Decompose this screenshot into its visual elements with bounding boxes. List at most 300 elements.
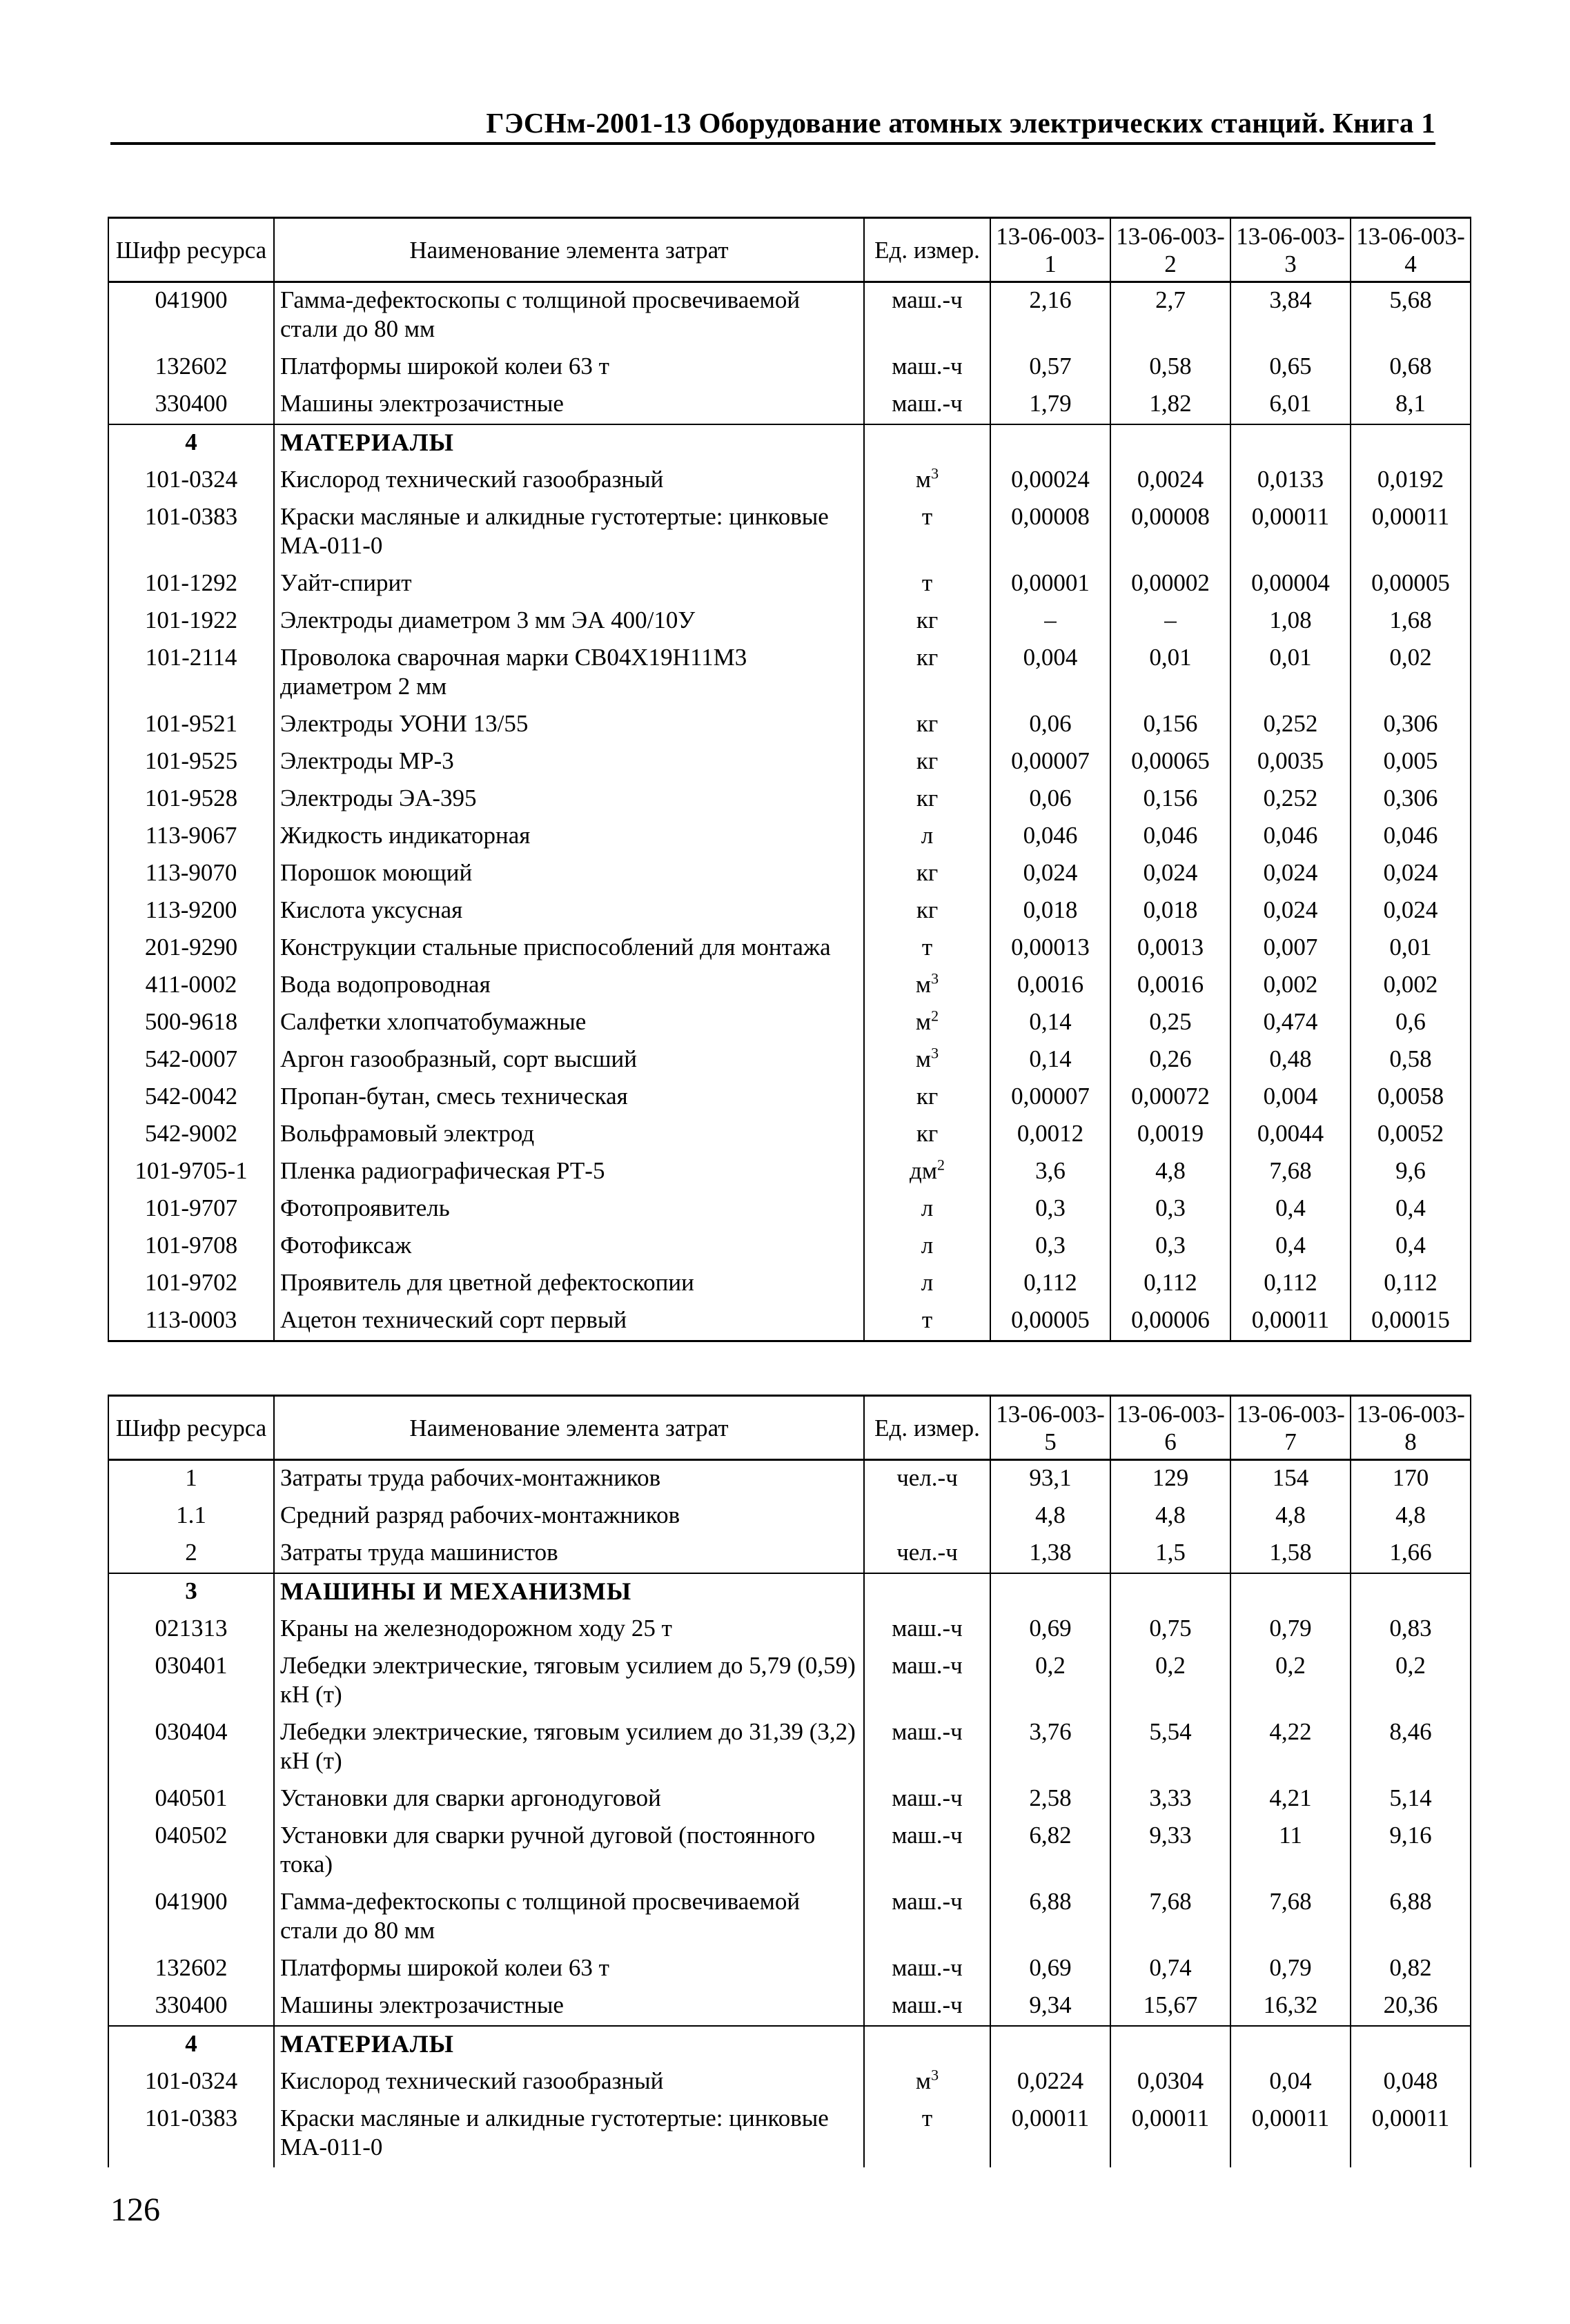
table-body-2 <box>108 1460 1471 2168</box>
cell-v4 <box>1351 1079 1471 1116</box>
cell-v1-text: 0,0012 <box>1017 1120 1084 1147</box>
cell-v2-text: 2,7 <box>1155 286 1186 313</box>
cell-v4-text: 0,00005 <box>1371 569 1450 596</box>
cell-name <box>274 893 864 930</box>
cell-unit <box>864 462 990 500</box>
cell-unit <box>864 1116 990 1154</box>
cell-v4 <box>1351 500 1471 566</box>
cell-unit-text: кг <box>916 1083 939 1110</box>
cell-name <box>274 1005 864 1042</box>
cell-name <box>274 707 864 744</box>
cell-v4 <box>1351 967 1471 1005</box>
cell-v1 <box>990 1988 1110 2026</box>
cell-v3-text: 0,00011 <box>1251 503 1330 530</box>
cell-name <box>274 603 864 640</box>
cell-code-text: 101-0383 <box>144 2105 238 2131</box>
cell-v4 <box>1351 1498 1471 1535</box>
cell-name-text: Салфетки хлопчатобумажные <box>280 1008 587 1035</box>
cell-v2 <box>1110 603 1230 640</box>
cell-name-text: Лебедки электрические, тяговым усилием до 5,79 (0,59) кН (т) <box>280 1652 856 1708</box>
cell-code-text: 4 <box>185 429 197 455</box>
cell-v2 <box>1110 349 1230 386</box>
cell-v2 <box>1110 1818 1230 1884</box>
cell-code-text: 101-1292 <box>144 569 238 596</box>
cell-v2-text: 0,75 <box>1149 1615 1192 1642</box>
unit-exponent: 3 <box>931 1044 939 1062</box>
cell-v2-text: 0,0016 <box>1137 971 1204 998</box>
cell-v4 <box>1351 818 1471 856</box>
cell-name-text: Затраты труда машинистов <box>280 1539 558 1566</box>
cell-v3 <box>1230 930 1351 967</box>
cell-v4-text: 0,4 <box>1395 1194 1426 1221</box>
cell-v1 <box>990 282 1110 350</box>
cell-unit-text: кг <box>916 1120 939 1147</box>
cell-v3-text: 0,00011 <box>1251 1306 1330 1333</box>
cell-name-text: Пропан-бутан, смесь техническая <box>280 1083 628 1110</box>
cell-unit <box>864 1648 990 1715</box>
cell-v4 <box>1351 1042 1471 1079</box>
table-row <box>108 1781 1471 1818</box>
cell-v2-text: – <box>1164 607 1177 633</box>
cell-v2 <box>1110 424 1230 462</box>
table-row <box>108 930 1471 967</box>
cell-name <box>274 818 864 856</box>
cell-unit <box>864 386 990 424</box>
cell-name <box>274 1535 864 1573</box>
cell-name <box>274 566 864 603</box>
cell-v2 <box>1110 1228 1230 1266</box>
cell-v1-text: 0,00008 <box>1011 503 1090 530</box>
cell-code-text: 113-9070 <box>145 859 237 886</box>
cell-v2-text: 0,156 <box>1143 710 1198 737</box>
cell-v3-text: 4,22 <box>1269 1718 1312 1745</box>
cell-v4 <box>1351 856 1471 893</box>
cell-v2 <box>1110 744 1230 781</box>
cell-v3 <box>1230 424 1351 462</box>
cell-v2 <box>1110 2026 1230 2064</box>
cell-v2-text: 0,046 <box>1143 822 1198 849</box>
cell-v2 <box>1110 282 1230 350</box>
table-header-row <box>108 218 1471 282</box>
cell-v4 <box>1351 603 1471 640</box>
cell-v3 <box>1230 1535 1351 1573</box>
table-row <box>108 603 1471 640</box>
cell-name-text: МАТЕРИАЛЫ <box>280 2030 454 2058</box>
cell-name <box>274 930 864 967</box>
cell-unit <box>864 781 990 818</box>
cell-name-text: Гамма-дефектоскопы с толщиной просвечиваемой стали до 80 мм <box>280 1888 801 1944</box>
cell-code-text: 2 <box>185 1539 197 1566</box>
cell-v1-text: 9,34 <box>1029 1991 1072 2018</box>
cell-v1 <box>990 1191 1110 1228</box>
cell-v2-text: 5,54 <box>1149 1718 1192 1745</box>
cell-v2 <box>1110 1079 1230 1116</box>
cell-name <box>274 2101 864 2167</box>
cell-name-text: МАТЕРИАЛЫ <box>280 429 454 456</box>
cell-v3-text: 0,00004 <box>1251 569 1330 596</box>
table-row <box>108 500 1471 566</box>
cell-v4-text: 0,0192 <box>1377 466 1444 493</box>
cell-v4-text: 9,6 <box>1395 1157 1426 1184</box>
table-row <box>108 1042 1471 1079</box>
cell-v2 <box>1110 1781 1230 1818</box>
cell-v4-text: 20,36 <box>1383 1991 1438 2018</box>
table-row <box>108 1611 1471 1648</box>
cell-unit-text: маш.-ч <box>892 1822 963 1849</box>
cell-v2 <box>1110 893 1230 930</box>
cell-code <box>108 500 274 566</box>
cell-unit <box>864 744 990 781</box>
cell-v2 <box>1110 1191 1230 1228</box>
cell-v2-text: 0,00072 <box>1131 1083 1210 1110</box>
cell-code <box>108 707 274 744</box>
cell-code <box>108 1573 274 1611</box>
column-header-v1: 13-06-003-1 <box>990 218 1110 282</box>
cell-v1 <box>990 1818 1110 1884</box>
cell-code <box>108 1460 274 1499</box>
cell-v2 <box>1110 1154 1230 1191</box>
cell-v1 <box>990 856 1110 893</box>
cell-v4-text: 0,048 <box>1383 2067 1438 2094</box>
cell-unit-text: кг <box>916 785 939 811</box>
cell-v1-text: 0,018 <box>1023 896 1078 923</box>
cell-unit-text: маш.-ч <box>892 353 963 380</box>
cell-code <box>108 967 274 1005</box>
cell-v3-text: 0,04 <box>1269 2067 1312 2094</box>
cell-code <box>108 1715 274 1781</box>
cell-name <box>274 1460 864 1499</box>
cell-unit-text: м <box>915 1045 932 1072</box>
cell-v1 <box>990 1042 1110 1079</box>
cell-v4 <box>1351 893 1471 930</box>
cell-v1 <box>990 500 1110 566</box>
cell-unit-text: л <box>921 1194 934 1221</box>
cell-v4-text: 0,4 <box>1395 1232 1426 1259</box>
cell-code-text: 041900 <box>155 1888 228 1915</box>
cell-name <box>274 1573 864 1611</box>
cell-code <box>108 893 274 930</box>
cell-v1 <box>990 1498 1110 1535</box>
cell-v3-text: 0,024 <box>1263 859 1318 886</box>
cell-unit <box>864 1498 990 1535</box>
cell-v1-text: 0,57 <box>1029 353 1072 380</box>
table-row <box>108 1266 1471 1303</box>
cell-v4 <box>1351 1005 1471 1042</box>
cell-v2-text: 0,156 <box>1143 785 1198 811</box>
cell-code <box>108 1116 274 1154</box>
table-row <box>108 1005 1471 1042</box>
cell-code <box>108 603 274 640</box>
cell-code <box>108 818 274 856</box>
cell-v1-text: 0,00024 <box>1011 466 1090 493</box>
cell-code <box>108 781 274 818</box>
cell-name <box>274 1042 864 1079</box>
cell-v1 <box>990 1781 1110 1818</box>
table-row <box>108 2064 1471 2101</box>
cell-v1 <box>990 1303 1110 1341</box>
cell-v2-text: 0,3 <box>1155 1232 1186 1259</box>
cell-v3 <box>1230 1498 1351 1535</box>
cell-v1 <box>990 2064 1110 2101</box>
cell-code <box>108 2026 274 2064</box>
table-row <box>108 1648 1471 1715</box>
table-body-1 <box>108 282 1471 1341</box>
cell-name <box>274 781 864 818</box>
cell-code <box>108 1611 274 1648</box>
cell-v1-text: 93,1 <box>1029 1464 1072 1491</box>
cell-v3-text: 0,4 <box>1275 1232 1306 1259</box>
cell-name <box>274 500 864 566</box>
cell-v2 <box>1110 1988 1230 2026</box>
cell-unit <box>864 2064 990 2101</box>
cell-name-text: Краски масляные и алкидные густотертые: цинковые МА-011-0 <box>280 503 829 559</box>
cell-v3 <box>1230 781 1351 818</box>
unit-exponent: 3 <box>931 2066 939 2084</box>
cell-v1 <box>990 1079 1110 1116</box>
cell-v3-text: 1,08 <box>1269 607 1312 633</box>
cell-unit <box>864 1715 990 1781</box>
cell-code <box>108 744 274 781</box>
cell-v2 <box>1110 386 1230 424</box>
cell-code <box>108 1191 274 1228</box>
cell-v3 <box>1230 1715 1351 1781</box>
cell-v2-text: 0,74 <box>1149 1954 1192 1981</box>
cell-code-text: 542-0007 <box>144 1045 238 1072</box>
cell-name-text: МАШИНЫ И МЕХАНИЗМЫ <box>280 1577 632 1605</box>
cell-unit-text: т <box>921 569 933 596</box>
section-row <box>108 2026 1471 2064</box>
cell-v3-text: 11 <box>1279 1822 1302 1849</box>
cell-name <box>274 1648 864 1715</box>
cell-v3 <box>1230 500 1351 566</box>
cell-code <box>108 424 274 462</box>
cell-v3-text: 0,007 <box>1263 934 1318 961</box>
cell-v3-text: 0,00011 <box>1251 2105 1330 2131</box>
cell-code-text: 330400 <box>155 390 228 417</box>
cell-name <box>274 1884 864 1951</box>
cell-code <box>108 462 274 500</box>
cell-v4-text: 0,306 <box>1383 710 1438 737</box>
cell-code-text: 132602 <box>155 1954 228 1981</box>
cell-v4-text: 6,88 <box>1389 1888 1432 1915</box>
cell-v3-text: 0,2 <box>1275 1652 1306 1679</box>
cell-v2-text: 0,0304 <box>1137 2067 1204 2094</box>
cell-unit <box>864 1228 990 1266</box>
cell-name-text: Электроды диаметром 3 мм ЭА 400/10У <box>280 607 696 633</box>
cell-unit <box>864 349 990 386</box>
cell-v3-text: 0,252 <box>1263 710 1318 737</box>
table-row <box>108 856 1471 893</box>
cell-v1-text: 0,00005 <box>1011 1306 1090 1333</box>
cell-v4 <box>1351 1303 1471 1341</box>
table-row <box>108 1228 1471 1266</box>
cell-v2-text: 0,018 <box>1143 896 1198 923</box>
cell-v1 <box>990 1005 1110 1042</box>
cell-v2-text: 0,01 <box>1149 644 1192 671</box>
cell-v2 <box>1110 566 1230 603</box>
cell-v3-text: 16,32 <box>1263 1991 1318 2018</box>
cell-code-text: 542-9002 <box>144 1120 238 1147</box>
cell-name <box>274 2064 864 2101</box>
cell-unit-text: кг <box>916 644 939 671</box>
cell-v4 <box>1351 2064 1471 2101</box>
cell-v1-text: 0,3 <box>1035 1194 1066 1221</box>
cell-v1 <box>990 1228 1110 1266</box>
cell-code <box>108 386 274 424</box>
cell-unit-text: кг <box>916 607 939 633</box>
cell-v2 <box>1110 1266 1230 1303</box>
cell-unit-text: маш.-ч <box>892 1954 963 1981</box>
table-row <box>108 282 1471 350</box>
column-header-code: Шифр ресурса <box>108 218 274 282</box>
cell-v1 <box>990 1648 1110 1715</box>
cell-name-text: Конструкции стальные приспособлений для монтажа <box>280 934 831 961</box>
cell-v4-text: 0,0052 <box>1377 1120 1444 1147</box>
cell-v4-text: 0,58 <box>1389 1045 1432 1072</box>
cell-name-text: Краны на железнодорожном ходу 25 т <box>280 1615 672 1642</box>
cell-v2 <box>1110 1042 1230 1079</box>
table-row <box>108 1303 1471 1341</box>
cell-name-text: Электроды ЭА-395 <box>280 785 477 811</box>
cell-v2-text: 0,58 <box>1149 353 1192 380</box>
cell-name-text: Проволока сварочная марки СВ04Х19Н11М3 диаметром 2 мм <box>280 644 747 700</box>
column-header-v1: 13-06-003-5 <box>990 1396 1110 1460</box>
cell-v3 <box>1230 462 1351 500</box>
cell-v2 <box>1110 1460 1230 1499</box>
cell-code-text: 101-9705-1 <box>135 1157 248 1184</box>
cell-v2-text: 7,68 <box>1149 1888 1192 1915</box>
cell-v1-text: 0,00001 <box>1011 569 1090 596</box>
cell-v1 <box>990 1116 1110 1154</box>
cell-v3 <box>1230 603 1351 640</box>
cell-v3 <box>1230 349 1351 386</box>
cell-unit <box>864 1611 990 1648</box>
cell-v1-text: 1,79 <box>1029 390 1072 417</box>
cell-name-text: Ацетон технический сорт первый <box>280 1306 627 1333</box>
table-row <box>108 640 1471 707</box>
cell-code-text: 1 <box>185 1464 197 1491</box>
unit-exponent: 3 <box>931 969 939 987</box>
cell-v1-text: 6,88 <box>1029 1888 1072 1915</box>
cell-v1-text: 0,69 <box>1029 1615 1072 1642</box>
cell-code <box>108 2101 274 2167</box>
resource-table-1 <box>108 217 1471 1342</box>
cell-v2-text: 4,8 <box>1155 1157 1186 1184</box>
cell-v4 <box>1351 1116 1471 1154</box>
cell-v1 <box>990 349 1110 386</box>
cell-name-text: Кислород технический газообразный <box>280 2067 664 2094</box>
cell-name-text: Фотофиксаж <box>280 1232 412 1259</box>
cell-v3 <box>1230 1951 1351 1988</box>
cell-v1-text: 0,14 <box>1029 1045 1072 1072</box>
column-header-name: Наименование элемента затрат <box>274 1396 864 1460</box>
cell-v4 <box>1351 744 1471 781</box>
cell-name <box>274 1781 864 1818</box>
cell-v1-text: 0,06 <box>1029 710 1072 737</box>
cell-name <box>274 1154 864 1191</box>
cell-v4-text: 0,00015 <box>1371 1306 1450 1333</box>
cell-unit-text: кг <box>916 747 939 774</box>
cell-v1 <box>990 2026 1110 2064</box>
cell-unit <box>864 1266 990 1303</box>
table-row <box>108 1818 1471 1884</box>
cell-code <box>108 1535 274 1573</box>
cell-name <box>274 967 864 1005</box>
section-row <box>108 424 1471 462</box>
cell-v4 <box>1351 1154 1471 1191</box>
column-header-name: Наименование элемента затрат <box>274 218 864 282</box>
cell-v1-text: 0,112 <box>1023 1269 1077 1296</box>
table-row <box>108 707 1471 744</box>
cell-unit-text: л <box>921 1232 934 1259</box>
cell-unit <box>864 1460 990 1499</box>
cell-v1 <box>990 1611 1110 1648</box>
unit-exponent: 2 <box>936 1156 945 1174</box>
cell-v2 <box>1110 1715 1230 1781</box>
cell-name <box>274 1191 864 1228</box>
cell-unit <box>864 818 990 856</box>
cell-code <box>108 1154 274 1191</box>
cell-v2-text: 4,8 <box>1155 1501 1186 1528</box>
cell-unit-text: маш.-ч <box>892 1718 963 1745</box>
cell-v1 <box>990 424 1110 462</box>
cell-v1 <box>990 930 1110 967</box>
cell-name <box>274 744 864 781</box>
cell-v4-text: 0,82 <box>1389 1954 1432 1981</box>
cell-code-text: 021313 <box>155 1615 228 1642</box>
cell-name-text: Кислота уксусная <box>280 896 463 923</box>
cell-v1 <box>990 640 1110 707</box>
cell-v4 <box>1351 707 1471 744</box>
cell-unit <box>864 2026 990 2064</box>
cell-unit <box>864 1988 990 2026</box>
cell-v2 <box>1110 1005 1230 1042</box>
cell-unit <box>864 424 990 462</box>
cell-v2 <box>1110 1951 1230 1988</box>
cell-name <box>274 856 864 893</box>
cell-v1 <box>990 1715 1110 1781</box>
cell-unit <box>864 1884 990 1951</box>
cell-code <box>108 1005 274 1042</box>
cell-v1 <box>990 1535 1110 1573</box>
cell-v2-text: 0,2 <box>1155 1652 1186 1679</box>
cell-v3 <box>1230 893 1351 930</box>
cell-unit-text: маш.-ч <box>892 1888 963 1915</box>
cell-v4-text: 0,002 <box>1383 971 1438 998</box>
table-row <box>108 818 1471 856</box>
cell-name-text: Уайт-спирит <box>280 569 412 596</box>
cell-v3 <box>1230 1005 1351 1042</box>
cell-v1 <box>990 1573 1110 1611</box>
cell-v3 <box>1230 640 1351 707</box>
cell-v4-text: 9,16 <box>1389 1822 1432 1849</box>
cell-code-text: 040501 <box>155 1784 228 1811</box>
cell-name-text: Краски масляные и алкидные густотертые: цинковые МА-011-0 <box>280 2105 829 2160</box>
cell-name <box>274 1818 864 1884</box>
cell-v1-text: 0,00007 <box>1011 747 1090 774</box>
cell-unit-text: т <box>921 2105 933 2131</box>
cell-v2 <box>1110 856 1230 893</box>
cell-v1-text: 0,69 <box>1029 1954 1072 1981</box>
cell-v4-text: 0,024 <box>1383 896 1438 923</box>
cell-v4-text: 5,14 <box>1389 1784 1432 1811</box>
cell-v4-text: 0,024 <box>1383 859 1438 886</box>
cell-code-text: 030404 <box>155 1718 228 1745</box>
cell-unit <box>864 1535 990 1573</box>
cell-code-text: 101-9521 <box>144 710 238 737</box>
cell-v4 <box>1351 1573 1471 1611</box>
cell-name-text: Гамма-дефектоскопы с толщиной просвечиваемой стали до 80 мм <box>280 286 801 342</box>
